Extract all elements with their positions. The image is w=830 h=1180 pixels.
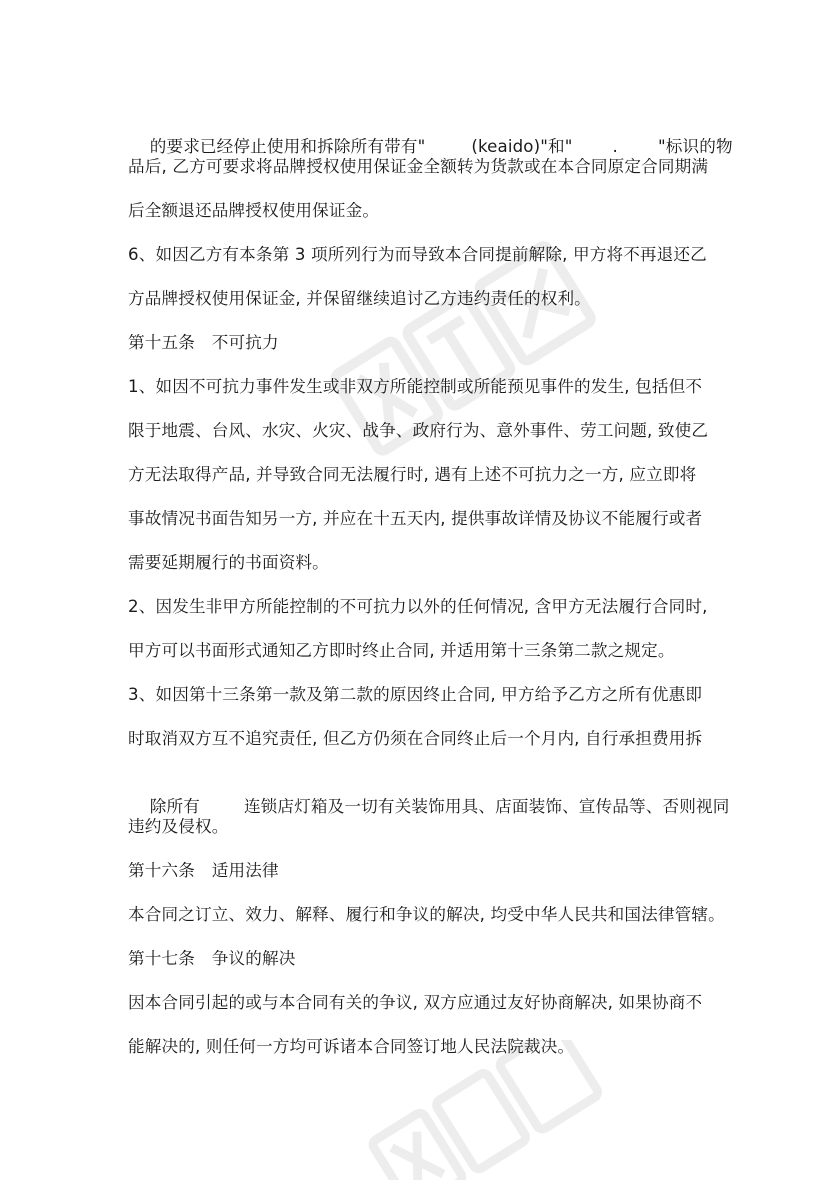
- paragraph-line-5: 方品牌授权使用保证金, 并保留继续追讨乙方违约责任的权利。: [128, 289, 591, 308]
- paragraph-line-4: 6、如因乙方有本条第 3 项所列行为而导致本合同提前解除, 甲方将不再退还乙: [128, 245, 707, 264]
- line-1-part-d: "标识的物: [657, 137, 733, 156]
- paragraph-line-10: 事故情况书面告知另一方, 并应在十五天内, 提供事故详情及协议不能履行或者: [128, 509, 703, 528]
- line-1-part-c: .: [612, 137, 618, 156]
- line-1-part-b: (keaido)"和": [471, 137, 573, 156]
- paragraph-line-22: 能解决的, 则任何一方均可诉诸本合同签订地人民法院裁决。: [128, 1037, 575, 1056]
- section-heading-15: 第十五条 不可抗力: [128, 333, 279, 352]
- paragraph-line-13: 甲方可以书面形式通知乙方即时终止合同, 并适用第十三条第二款之规定。: [128, 641, 675, 660]
- paragraph-line-21: 因本合同引起的或与本合同有关的争议, 双方应通过友好协商解决, 如果协商不: [128, 993, 703, 1012]
- paragraph-line-7: 1、如因不可抗力事件发生或非双方所能控制或所能预见事件的发生, 包括但不: [128, 377, 703, 396]
- section-heading-17: 第十七条 争议的解决: [128, 949, 296, 968]
- line-16-part-a: 除所有: [149, 797, 200, 816]
- paragraph-line-12: 2、因发生非甲方所能控制的不可抗力以外的任何情况, 含甲方无法履行合同时,: [128, 597, 708, 616]
- watermark-logo-bottom-icon: [330, 1040, 630, 1180]
- section-heading-16: 第十六条 适用法律: [128, 861, 279, 880]
- paragraph-line-19: 本合同之订立、效力、解释、履行和争议的解决, 均受中华人民共和国法律管辖。: [128, 905, 725, 924]
- paragraph-line-9: 方无法取得产品, 并导致合同无法履行时, 遇有上述不可抗力之一方, 应立即将: [128, 465, 697, 484]
- paragraph-line-11: 需要延期履行的书面资料。: [128, 553, 329, 572]
- paragraph-line-14: 3、如因第十三条第一款及第二款的原因终止合同, 甲方给予乙方之所有优惠即: [128, 685, 703, 704]
- line-1-part-a: 的要求已经停止使用和拆除所有带有": [149, 137, 426, 156]
- paragraph-line-15: 时取消双方互不追究责任, 但乙方仍须在合同终止后一个月内, 自行承担费用拆: [128, 729, 703, 748]
- paragraph-line-8: 限于地震、台风、水灾、火灾、战争、政府行为、意外事件、劳工问题, 致使乙: [128, 421, 709, 440]
- paragraph-line-17: 违约及侵权。: [128, 817, 229, 836]
- paragraph-line-2: 品后, 乙方可要求将品牌授权使用保证金全额转为货款或在本合同原定合同期满: [128, 157, 709, 176]
- line-16-part-b: 连锁店灯箱及一切有关装饰用具、店面装饰、宣传品等、否则视同: [243, 797, 730, 816]
- paragraph-line-3: 后全额退还品牌授权使用保证金。: [128, 201, 380, 220]
